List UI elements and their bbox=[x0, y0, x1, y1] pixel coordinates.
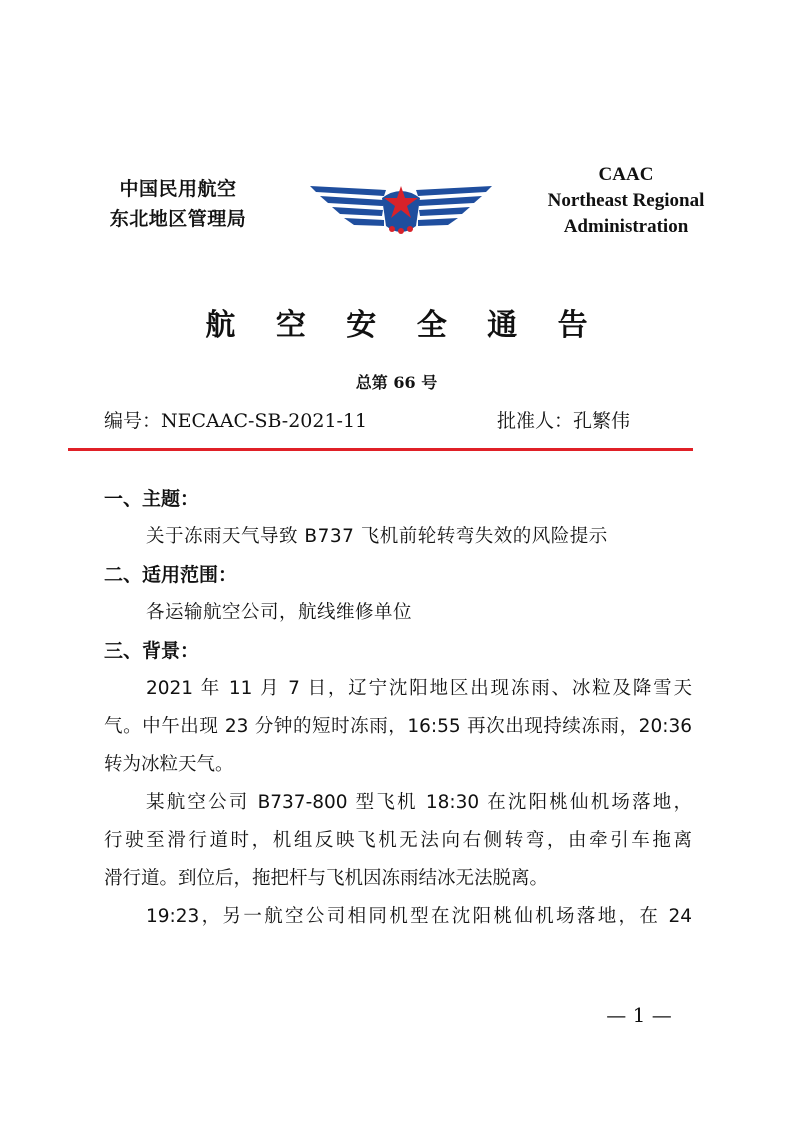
section-text: 各运输航空公司，航线维修单位 bbox=[146, 602, 413, 623]
paragraph bbox=[104, 898, 692, 936]
page-number: — 1 — bbox=[606, 1003, 672, 1027]
serial-label: 编号： bbox=[104, 410, 162, 432]
section-text: 关于冻雨天气导致 B737 飞机前轮转弯失效的风险提示 bbox=[146, 526, 608, 547]
serial-value: NECAAC-SB-2021-11 bbox=[161, 410, 368, 432]
paragraph-line: 滑行道。到位后，拖把杆与飞机因冻雨结冰无法脱离。 bbox=[104, 868, 549, 889]
approver bbox=[497, 407, 630, 435]
paragraph-line: 某航空公司 B737-800 型飞机 18:30 在沈阳桃仙机场落地， bbox=[146, 792, 692, 813]
caac-wings-star-icon bbox=[306, 176, 496, 242]
org-name-cn bbox=[98, 174, 258, 234]
paragraph-line: 2021 年 11 月 7 日，辽宁沈阳地区出现冻雨、冰粒及降雪天 bbox=[146, 678, 692, 699]
serial-number bbox=[104, 407, 367, 435]
section-heading: 二、适用范围： bbox=[104, 564, 238, 586]
paragraph-line: 转为冰粒天气。 bbox=[104, 754, 234, 775]
org-name-cn-line1: 中国民用航空 bbox=[119, 178, 237, 200]
paragraph bbox=[104, 784, 692, 898]
approver-label: 批准人： bbox=[497, 410, 574, 432]
org-name-en bbox=[536, 162, 716, 240]
section-heading: 一、主题： bbox=[104, 488, 200, 510]
paragraph bbox=[104, 670, 692, 784]
approver-value: 孔繁伟 bbox=[573, 410, 631, 432]
org-name-en-line1: CAAC bbox=[598, 164, 654, 185]
header-divider bbox=[68, 448, 693, 451]
org-name-cn-line2: 东北地区管理局 bbox=[109, 208, 247, 230]
section-heading: 三、背景： bbox=[104, 640, 200, 662]
document-title: 航 空 安 全 通 告 bbox=[205, 308, 603, 343]
org-name-en-line3: Administration bbox=[563, 216, 689, 237]
paragraph-line: 行驶至滑行道时，机组反映飞机无法向右侧转弯，由牵引车拖离 bbox=[104, 830, 692, 851]
org-name-en-line2: Northeast Regional bbox=[547, 190, 705, 211]
document-body bbox=[104, 480, 692, 936]
paragraph-line: 19:23，另一航空公司相同机型在沈阳桃仙机场落地，在 24 bbox=[146, 906, 692, 927]
paragraph-line: 气。中午出现 23 分钟的短时冻雨，16:55 再次出现持续冻雨，20:36 bbox=[104, 716, 692, 737]
issue-number: 总第 66 号 bbox=[355, 373, 438, 392]
